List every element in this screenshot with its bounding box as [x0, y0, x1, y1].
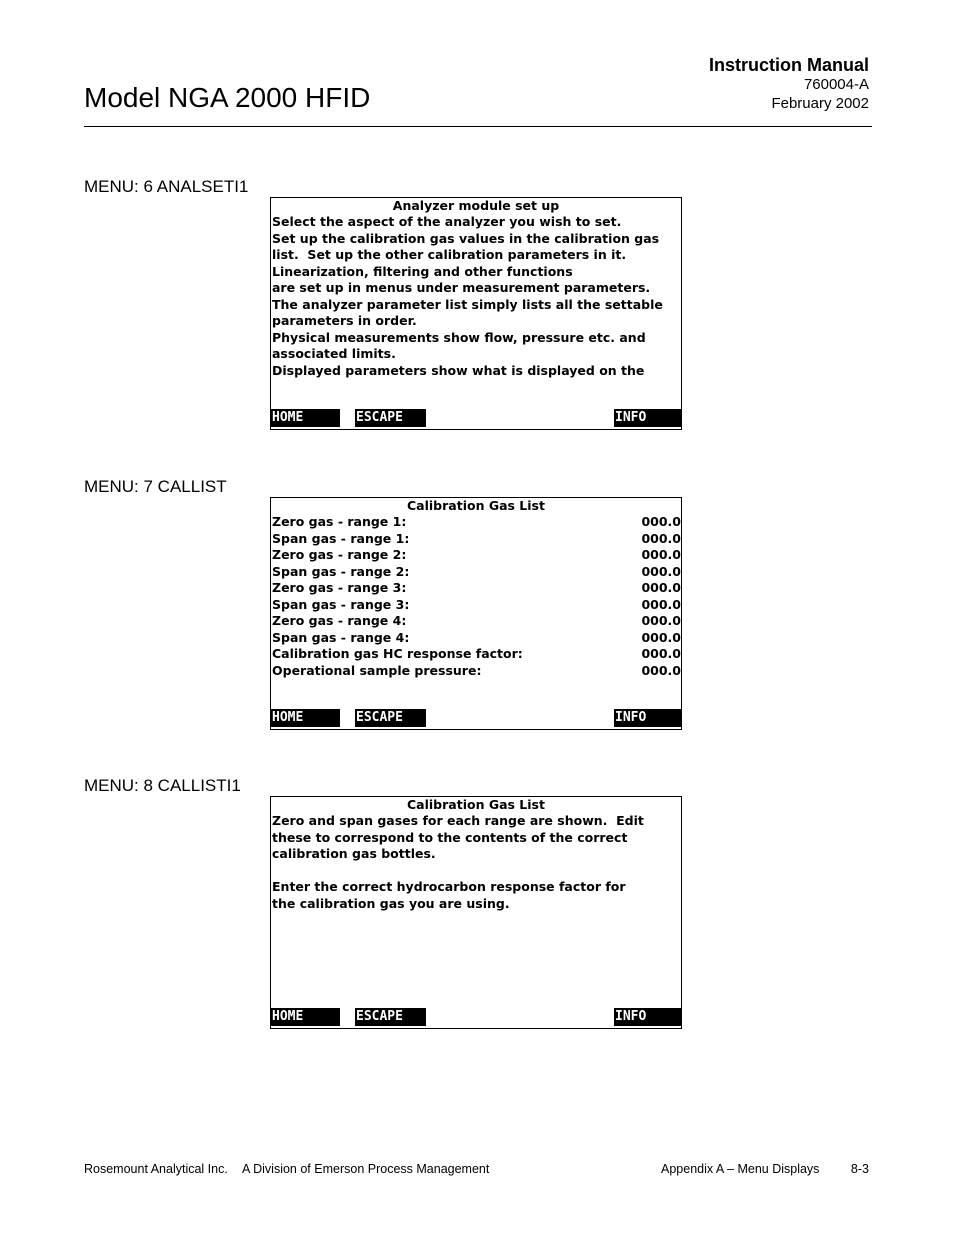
- item-value: 000.0: [641, 514, 681, 529]
- home-softkey[interactable]: HOME: [271, 709, 340, 727]
- home-softkey[interactable]: HOME: [271, 409, 340, 427]
- document-info: [709, 56, 869, 113]
- menu-8-label: MENU: 8 CALLISTI1: [84, 776, 241, 795]
- text-line: parameters in order.: [272, 313, 417, 328]
- item-name: Zero gas - range 1:: [272, 514, 407, 529]
- menu-7-label: MENU: 7 CALLIST: [84, 477, 227, 496]
- manual-label: Instruction Manual: [708, 55, 869, 75]
- text-line: [272, 863, 681, 880]
- text-line: Set up the calibration gas values in the calibration gas: [272, 230, 660, 246]
- text-line: these to correspond to the contents of the correct: [272, 829, 628, 845]
- list-item[interactable]: [272, 597, 681, 614]
- list-item[interactable]: [272, 514, 681, 531]
- calibration-gas-list: [272, 514, 681, 679]
- info-softkey[interactable]: INFO: [614, 409, 682, 427]
- text-line: Physical measurements show flow, pressure etc. and: [272, 329, 646, 345]
- list-item[interactable]: [272, 630, 681, 647]
- menu-8-screen: [270, 796, 682, 1029]
- item-value: 000.0: [641, 629, 681, 645]
- text-line: Select the aspect of the analyzer you wish to set.: [272, 214, 622, 229]
- menu-7-screen: [270, 497, 682, 730]
- list-item[interactable]: [272, 531, 681, 548]
- screen-title: Analyzer module set up: [392, 198, 560, 213]
- item-name: Zero gas - range 4:: [272, 613, 407, 628]
- footer-section: Appendix A – Menu Displays: [661, 1162, 820, 1176]
- page-title: Model NGA 2000 HFID: [84, 82, 371, 113]
- item-name: Zero gas - range 3:: [272, 580, 407, 595]
- list-item[interactable]: [272, 580, 681, 597]
- info-softkey[interactable]: INFO: [614, 709, 682, 727]
- menu-6-label: MENU: 6 ANALSETI1: [84, 177, 249, 196]
- menu-6-screen: [270, 197, 682, 430]
- text-line: calibration gas bottles.: [272, 846, 436, 861]
- list-item[interactable]: [272, 564, 681, 581]
- text-line: associated limits.: [272, 346, 396, 361]
- text-line: Zero and span gases for each range are shown. Edit: [272, 813, 644, 828]
- item-name: Zero gas - range 2:: [272, 547, 407, 562]
- list-item[interactable]: [272, 646, 681, 663]
- footer-division: A Division of Emerson Process Management: [242, 1162, 490, 1176]
- text-line: Enter the correct hydrocarbon response factor for: [272, 879, 626, 894]
- item-name: Operational sample pressure:: [272, 662, 482, 678]
- escape-softkey[interactable]: ESCAPE: [355, 1008, 426, 1026]
- item-value: 000.0: [641, 580, 681, 595]
- item-value: 000.0: [641, 662, 681, 678]
- footer-company: Rosemount Analytical Inc.: [84, 1162, 228, 1176]
- page-number: 8-3: [850, 1162, 869, 1176]
- item-value: 000.0: [641, 563, 681, 579]
- home-softkey[interactable]: HOME: [271, 1008, 340, 1026]
- header-divider: [84, 126, 872, 127]
- item-name: Calibration gas HC response factor:: [272, 646, 523, 661]
- doc-number: 760004-A: [803, 76, 869, 93]
- escape-softkey[interactable]: ESCAPE: [355, 409, 426, 427]
- item-value: 000.0: [641, 530, 681, 546]
- list-item[interactable]: [272, 613, 681, 630]
- list-item[interactable]: [272, 663, 681, 680]
- item-name: Span gas - range 4:: [272, 629, 410, 645]
- escape-softkey[interactable]: ESCAPE: [355, 709, 426, 727]
- item-name: Span gas - range 1:: [272, 530, 410, 546]
- screen-text: [272, 813, 681, 912]
- screen-title: Calibration Gas List: [407, 498, 545, 513]
- text-line: The analyzer parameter list simply lists all the settable: [272, 296, 663, 312]
- text-line: Displayed parameters show what is displayed on the: [272, 362, 645, 378]
- item-value: 000.0: [641, 547, 681, 562]
- item-value: 000.0: [641, 596, 681, 612]
- info-softkey[interactable]: INFO: [614, 1008, 682, 1026]
- item-name: Span gas - range 2:: [272, 563, 410, 579]
- text-line: are set up in menus under measurement parameters.: [272, 280, 651, 295]
- text-line: the calibration gas you are using.: [272, 895, 510, 911]
- item-value: 000.0: [641, 646, 681, 661]
- item-value: 000.0: [641, 613, 681, 628]
- doc-date: February 2002: [771, 95, 869, 112]
- text-line: list. Set up the other calibration parameters in it.: [272, 247, 627, 262]
- text-line: Linearization, filtering and other functions: [272, 263, 573, 279]
- screen-text: [272, 214, 681, 379]
- item-name: Span gas - range 3:: [272, 596, 410, 612]
- screen-title: Calibration Gas List: [407, 797, 545, 812]
- list-item[interactable]: [272, 547, 681, 564]
